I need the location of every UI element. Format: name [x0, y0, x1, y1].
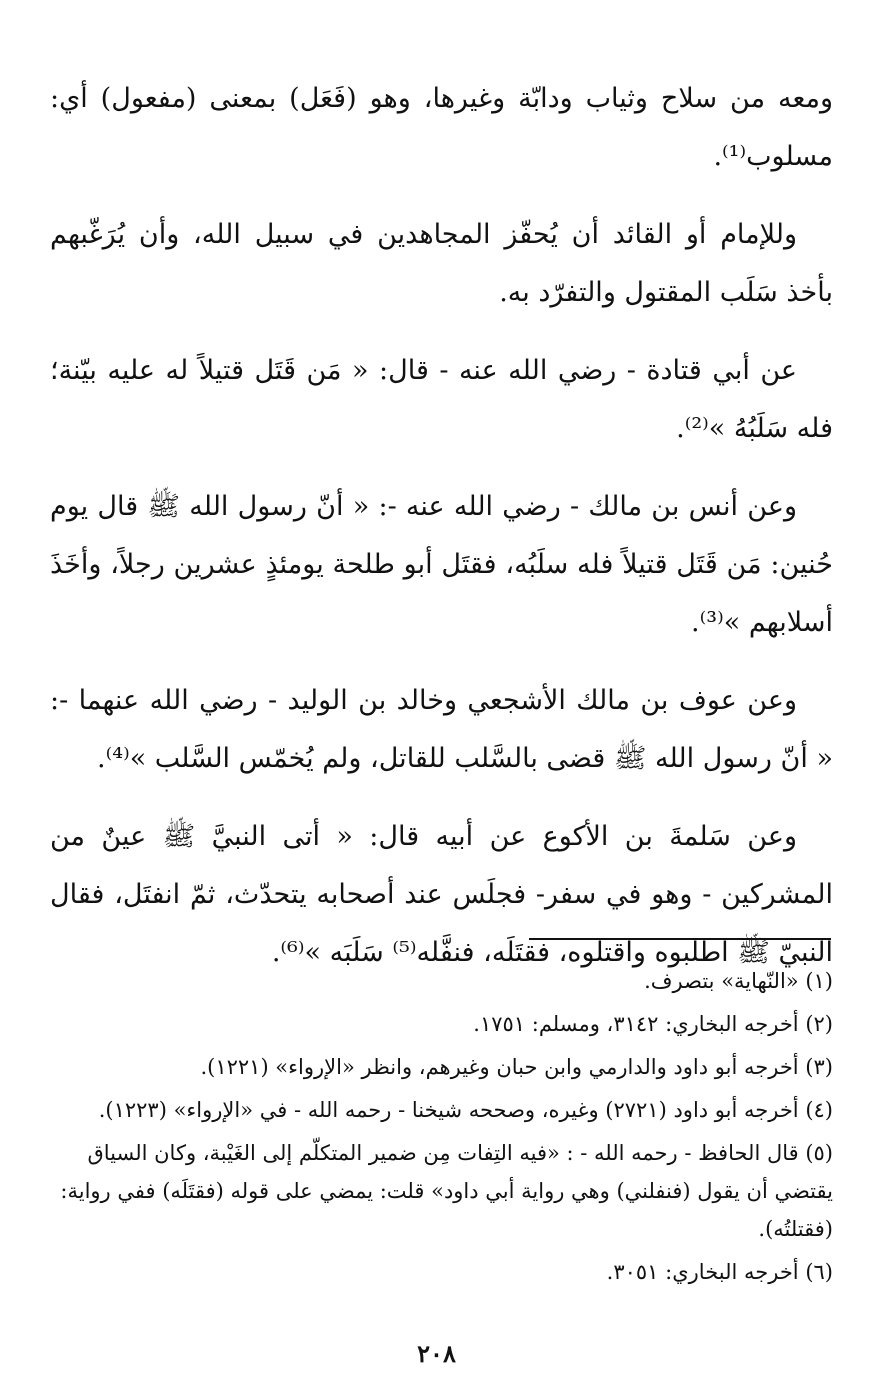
footnote: (٤) أخرجه أبو داود (٢٧٢١) وغيره، وصححه شيخنا - رحمه الله - في «الإرواء» (١٢٢٣). — [98, 1098, 833, 1122]
paragraph: وللإمام أو القائد أن يُحفّز المجاهدين في سبيل الله، وأن يُرَغّبهم بأخذ سَلَب المقتول والتفرّد به. — [50, 219, 833, 308]
main-text — [50, 70, 833, 1002]
paragraph: ومعه من سلاح وثياب ودابّة وغيرها، وهو (فَعَل) بمعنى (مفعول) أي: مسلوب⁽¹⁾. — [50, 83, 833, 172]
paragraph: عن أبي قتادة - رضي الله عنه - قال: « مَن قَتَل قتيلاً له عليه بيّنة؛ فله سَلَبُهُ »⁽²⁾. — [50, 355, 833, 444]
paragraph: وعن سَلمةَ بن الأكوع عن أبيه قال: « أتى النبيَّ ﷺ عينٌ من المشركين - وهو في سفر- فجلَس عند أصحابه يتحدّث، ثمّ انفتَل، فقال النبيّ ﷺ اطلبوه واقتلوه، فقتَلَه، فنفَّله⁽⁵⁾ سَلَبَه »⁽⁶⁾. — [50, 821, 833, 968]
footnote: (٢) أخرجه البخاري: ٣١٤٢، ومسلم: ١٧٥١. — [473, 1012, 833, 1036]
paragraph: وعن أنس بن مالك - رضي الله عنه -: « أنّ رسول الله ﷺ قال يوم حُنين: مَن قَتَل قتيلاً فله سلَبُه، فقتَل أبو طلحة يومئذٍ عشرين رجلاً، وأخَذَ أسلابهم »⁽³⁾. — [50, 491, 833, 638]
footnote: (٦) أخرجه البخاري: ٣٠٥١. — [606, 1260, 833, 1284]
footnote: (٥) قال الحافظ - رحمه الله - : «فيه التِفات مِن ضمير المتكلّم إلى الغَيْبة، وكان السياق يقتضي أن يقول (فنفلني) وهي رواية أبي داود» قلت: يمضي على قوله (فقتَلَه) ففي رواية: (فقتلتُه). — [60, 1141, 833, 1241]
page-number: ٢٠٨ — [417, 1339, 456, 1368]
paragraph: وعن عوف بن مالك الأشجعي وخالد بن الوليد - رضي الله عنهما -: « أنّ رسول الله ﷺ قضى بالسَّلب للقاتل، ولم يُخمّس السَّلب »⁽⁴⁾. — [50, 685, 833, 774]
footnote: (١) «النّهاية» بتصرف. — [644, 969, 833, 993]
footnotes — [55, 962, 833, 1296]
footnote-divider — [529, 938, 831, 940]
footnote: (٣) أخرجه أبو داود والدارمي وابن حبان وغيرهم، وانظر «الإرواء» (١٢٢١). — [200, 1055, 833, 1079]
